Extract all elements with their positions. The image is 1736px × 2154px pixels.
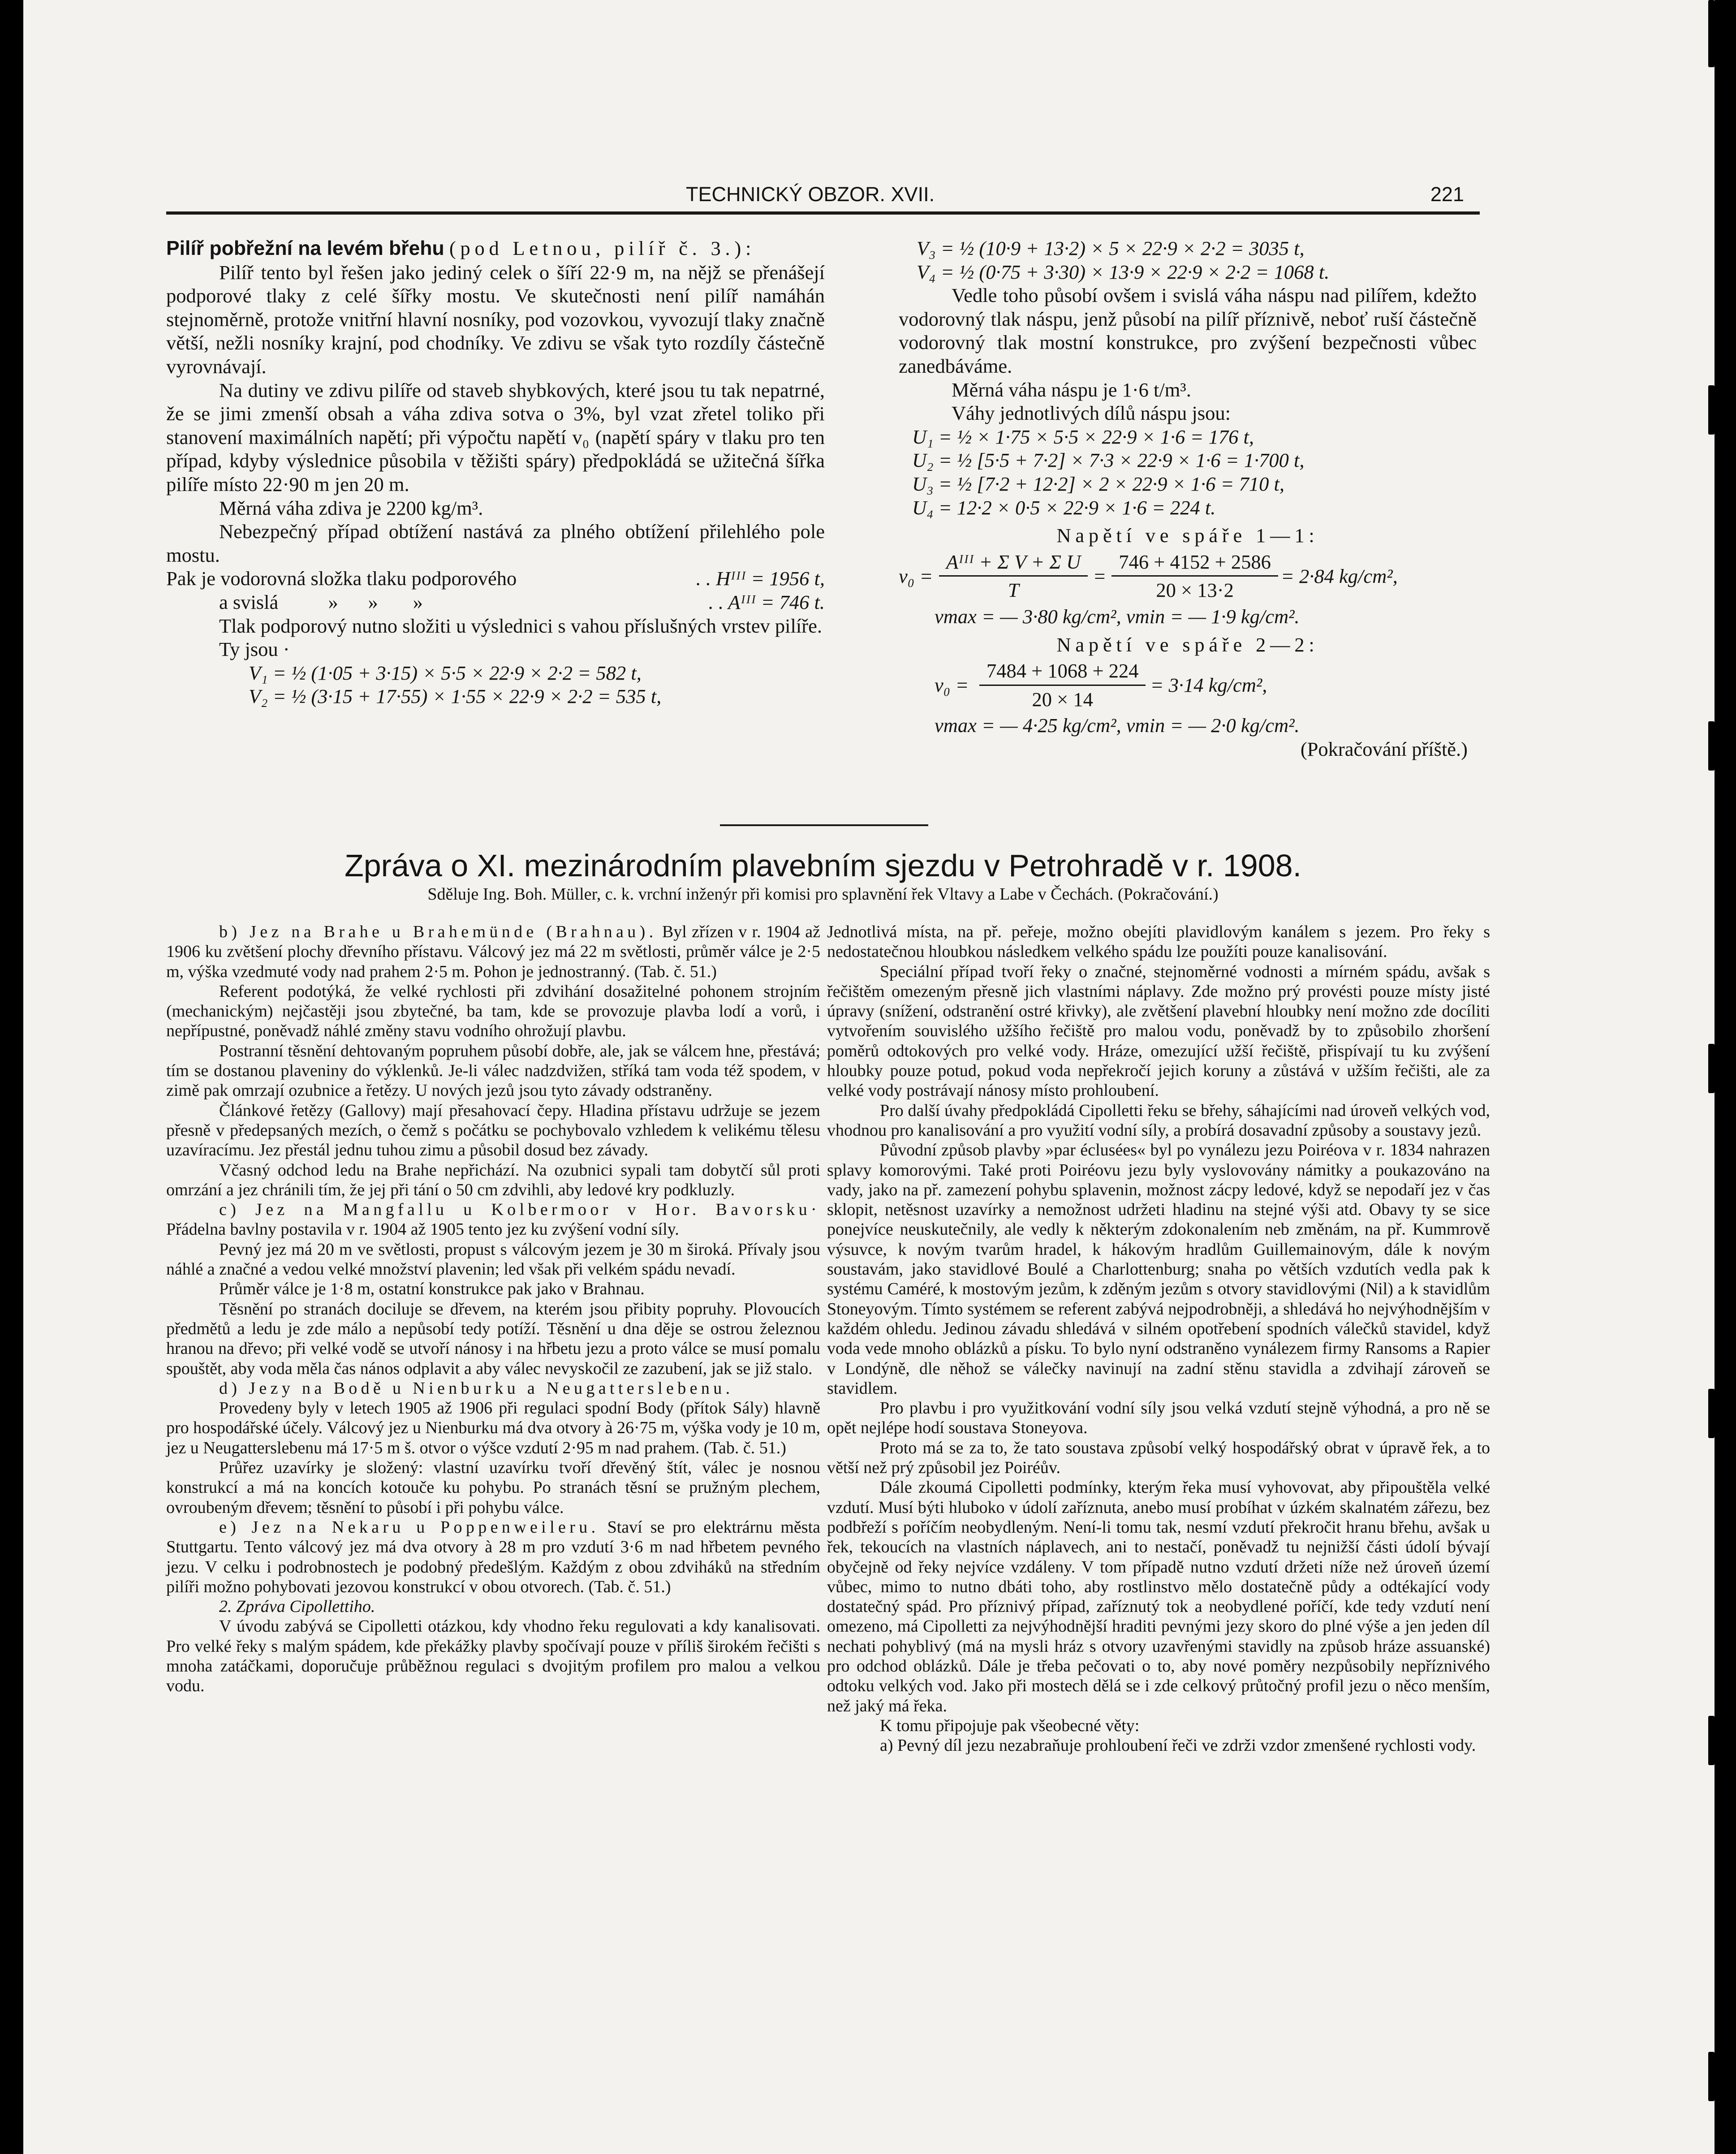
equation: V₃ = ½ (10·9 + 13·2) × 5 × 22·9 × 2·2 = 3035 t,: [917, 237, 1305, 259]
subsection: b) Jez na Brahe u Brahemünde (Brahnau). Byl zřízen v r. 1904 až 1906 ku zvětšení plochy dřevního přístavu. Válcový jez má 22 m světlosti, průměr válce je 2·5 m, výška vzedmuté vody nad prahem 2·5 m. Pohon je jednostranný. (Tab. č. 51.): [166, 922, 821, 981]
stress-heading: Napětí ve spáře 1—1:: [1056, 524, 1319, 547]
horizontal-force-line: Pak je vodorovná složka tlaku podporového . . Hᴵᴵᴵ = 1956 t,: [166, 567, 825, 590]
subsection: c) Jez na Mangfallu u Kolbermoor v Hor. Bavorsku· Přádelna bavlny postavila v r. 1904 až 1905 tento jez ku zvýšení vodní síly.: [166, 1200, 820, 1239]
equation: U₂ = ½ [5·5 + 7·2] × 7·3 × 22·9 × 1·6 = 1·700 t,: [912, 449, 1305, 472]
journal-page: [23, 0, 1714, 2154]
paragraph: Měrná váha zdiva je 2200 kg/m³.: [219, 496, 483, 519]
binding-mark: [1708, 1044, 1714, 1093]
article-title: Zpráva o XI. mezinárodním plavebním sjezdu v Petrohradě v r. 1908.: [344, 848, 1302, 883]
paragraph: Na dutiny ve zdivu pilíře od staveb shybkových, které jsou tu tak nepatrné, že se jimi zmenší obsah a váha zdiva sotva o 3%, byl vzat zřetel toliko při stanovení maximálních napětí; při výpočtu napětí v₀ (napětí spáry v tlaku pro ten případ, kdyby výslednice působila v těžišti spáry) předpokládá se užitečná šířka pilíře místo 22·90 m jen 20 m.: [166, 379, 825, 495]
paragraph: Článkové řetězy (Gallovy) mají přesahovací čepy. Hladina přístavu udržuje se jezem přesně v předepsaných mezích, o čemž s počátku se pochybovalo vzhledem k velikému tělesu uzavíracímu. Jez přestál jednu tuhou zimu a působil dosud bez závady.: [166, 1101, 820, 1160]
paragraph: Měrná váha náspu je 1·6 t/m³.: [952, 378, 1191, 401]
equation: V₄ = ½ (0·75 + 3·30) × 13·9 × 22·9 × 2·2 = 1068 t.: [917, 260, 1330, 283]
equation: U₃ = ½ [7·2 + 12·2] × 2 × 22·9 × 1·6 = 710 t,: [912, 472, 1285, 495]
paragraph: Průřez uzavírky je složený: vlastní uzavírku tvoří dřevěný štít, válec je nosnou konstrukcí a má na koncích kotouče ku pohybu. Po stranách těsní se pružným plechem, ovroubeným dřevem; těsnění to působí i při pohybu válce.: [166, 1458, 820, 1517]
list-item: a) Pevný díl jezu nezabraňuje prohloubení řeči ve zdrži vzdor zmenšené rychlosti vody.: [880, 1736, 1476, 1755]
stress-formula: v₀ = $\frac{\text{Aᴵᴵᴵ + Σ V + Σ U}}{T}$ = $\frac{746 + 4152 + 2586}{20 \times 13\cdot 2}$ = 2·84 kg/cm²,: [899, 550, 1398, 602]
stress-extremes: vmax = — 4·25 kg/cm², vmin = — 2·0 kg/cm².: [935, 714, 1300, 737]
paragraph: Původní způsob plavby »par éclusées« byl po vynálezu jezu Poiréova v r. 1834 nahrazen splavy komorovými. Také proti Poiréovu jezu byly vyslovovány námitky a poukazováno na vady, jako na př. zamezení pohybu splavenin, možnost zácpy ledové, když se nepodaří jez v čas sklopit, netěsnost uzavírky a nemožnost udržeti hladinu na stejné výši atd. Obavy ty se sice ponejvíce neuskutečnily, ale vedly k některým zdokonalením neb změnám, na př. Kummrově výsuvce, k novým tvarům hradel, k hákovým hradlům Guillemainovým, dále k novým soustavám, jako stavidlové Boulé a Charlottenburg; snaha po větších vzdutích vedla pak k systému Caméré, k mostovým jezům, k zděným jezům s otvory stavidlovými (Nil) a k stavidlům Stoneyovým. Tímto systémem se referent zabývá nejpodrobněji, a shledává ho nejvýhodnějším v každém ohledu. Jedinou závadu shledává v silném opotřebení spodních válečků stavidel, když voda vede mnoho oblázků a písku. To bylo nyní odstraněno vynálezem firmy Ransoms a Rapier v Londýně, dle něhož se válečky navinují na zadní stěnu stavidla a zdvihají zároveň se stavidlem.: [827, 1141, 1490, 1398]
paragraph: Váhy jednotlivých dílů náspu jsou:: [952, 402, 1231, 425]
paragraph: Průměr válce je 1·8 m, ostatní konstrukce pak jako v Brahnau.: [219, 1279, 645, 1299]
paragraph: Tlak podporový nutno složiti u výslednici s vahou příslušných vrstev pilíře.: [219, 614, 822, 637]
continued-note: (Pokračování příště.): [1300, 737, 1468, 760]
paragraph: Pro plavbu i pro využitkování vodní síly jsou velká vzdutí stejně výhodná, a pro ně se opět nejlépe hodí soustava Stoneyova.: [827, 1399, 1490, 1438]
paragraph: Proto má se za to, že tato soustava způsobí velký hospodářský obrat v úpravě řek, a to větší než prý způsobil jez Poiréův.: [827, 1438, 1490, 1478]
paragraph: Těsnění po stranách dociluje se dřevem, na kterém jsou přibity popruhy. Plovoucích předmětů a ledu je zde málo a nepůsobí tedy potíží. Těsnění u dna děje se ostrou železnou hranou na dřevo; při velké vodě se utvoří nánosy i na hřbetu jezu a proto válce se musí pomalu spouštět, aby voda měla čas nános odplavit a aby válec nevyskočil ze zazubení, jak se již stalo.: [166, 1299, 820, 1378]
binding-mark: [1708, 721, 1714, 771]
paragraph: Pilíř tento byl řešen jako jediný celek o šíří 22·9 m, na nějž se přenášejí podporové tlaky z celé šířky mostu. Ve skutečnosti není pilíř namáhán stejnoměrně, protože vnitřní hlavní nosníky, pod vozovkou, vyvozují tlaky značně větší, nežli nosníky krajní, pod chodníky. Ve zdivu se však tyto rozdíly částečně vyrovnávají.: [166, 261, 825, 378]
section-heading: 2. Zpráva Cipollettiho.: [219, 1597, 375, 1616]
page-number: 221: [1430, 183, 1464, 206]
equation: U₄ = 12·2 × 0·5 × 22·9 × 1·6 = 224 t.: [912, 496, 1216, 519]
paragraph: Pevný jez má 20 m ve světlosti, propust s válcovým jezem je 30 m široká. Přívaly jsou náhlé a značné a vedou velké množství plavenin; led však při velkém spádu nevadí.: [166, 1240, 820, 1279]
stress-extremes: vmax = — 3·80 kg/cm², vmin = — 1·9 kg/cm².: [935, 605, 1300, 628]
binding-mark: [1708, 1716, 1714, 1765]
article-byline: Sděluje Ing. Boh. Müller, c. k. vrchní inženýr při komisi pro splavnění řek Vltavy a Labe v Čechách. (Pokračování.): [427, 885, 1219, 904]
paragraph: K tomu připojuje pak všeobecné věty:: [880, 1716, 1140, 1735]
paragraph: Pro další úvahy předpokládá Cipolletti řeku se břehy, sáhajícími nad úroveň velkých vod, vhodnou pro kanalisování a pro využití vodní síly, a probírá dosavadní způsoby a soustavy jezů.: [827, 1101, 1490, 1140]
paragraph: Ty jsou ·: [219, 638, 290, 661]
paragraph: Dále zkoumá Cipolletti podmínky, kterým řeka musí vyhovovat, aby připouštěla velké vzdutí. Musí býti hluboko v údolí zaříznuta, anebo musí probíhat v úzkém skalnatém zářezu, bez podbřeží s poříčím neobydleným. Není-li tomu tak, nesmí vzdutí překročit hranu břehu, avšak u řek, tekoucích na vlastních náplavech, ani to nestačí, poněvadž tu nejnižší části údolí bývají obyčejně od řeky nejvíce vzdáleny. V tom případě nutno vzdutí držeti níže než úroveň území vůbec, mimo to nutno dbáti toho, aby rostlinstvo mělo dostatečně půdy a odtékající vody dostatečný spád. Pro příznivý případ, zaříznutý tok a neobydlené poříčí, kde tedy vzdutí není omezeno, má Cipolletti za nejvýhodnější hraditi pevnými jezy skoro do plné výše a jen jeden díl nechati pohyblivý (má na mysli hráz s otvory uzavřenými stavidly na způsob hráze assuanské) pro odchod oblázků. Dále je třeba pečovati o to, aby nové poměry nezpůsobily nepříznivého odtoku velkých vod. Jako při mostech dělá se i zde celkový průtočný profil jezu o něco menším, než jaký má řeka.: [827, 1478, 1490, 1715]
subsection: e) Jez na Nekaru u Poppenweileru. Staví se pro elektrárnu města Stuttgartu. Tento válcový jez má dva otvory à 28 m pro vzdutí 3·6 m nad hřbetem pevného jezu. V celku i podrobnostech je podobný předešlým. Každým z obou zdviháků na středním pilíři možno pohybovati jezovou konstrukcí v obou otvorech. (Tab. č. 51.): [166, 1517, 820, 1596]
paragraph: Speciální případ tvoří řeky o značné, stejnoměrné vodnosti a mírném spádu, avšak s řečištěm omezeným přesně jich vlastními náplavy. Zde možno prý provésti pouze místy jisté úpravy (snížení, odstranění ostré křivky), ale zvětšení plavební hloubky není možno zde docíliti vytvořením souvislého užšího řečiště pro malou vodu, poněvadž by to způsobilo zhoršení poměrů odtokových pro velké vody. Hráze, omezující užší řečiště, přispívají tu ku zvýšení hloubky pouze potud, pokud voda nepřekročí jejich koruny a zůstává v užším řečišti, ale za velké vody postrávají nánosy místo prohloubení.: [827, 962, 1490, 1100]
paragraph: Provedeny byly v letech 1905 až 1906 při regulaci spodní Body (přítok Sály) hlavně pro hospodářské účely. Válcový jez u Nienburku má dva otvory à 26·75 m, výška vody je 10 m, jez u Neugatterslebenu má 17·5 m š. otvor o výšce vzdutí 2·95 m nad prahem. (Tab. č. 51.): [166, 1399, 820, 1457]
pier-heading: Pilíř pobřežní na levém břehu (pod Letnou, pilíř č. 3.):: [166, 237, 756, 259]
paragraph: Referent podotýká, že velké rychlosti při zdvihání dosažitelné pohonem strojním (mechanickým) nejčastěji jsou zbytečné, ba tam, kde se provozuje plavba lodí a vorů, i nepřípustné, poněvadž náhlé změny stavu vodního ohrožují plavbu.: [166, 982, 820, 1041]
paragraph: Vedle toho působí ovšem i svislá váha náspu nad pilířem, kdežto vodorovný tlak náspu, jenž působí na pilíř příznivě, neboť ruší částečně vodorovný tlak mostní konstrukce, pro zvýšení bezpečnosti vůbec zanedbáváme.: [899, 284, 1477, 377]
binding-mark: [1708, 1389, 1714, 1438]
upper-left-column: [166, 237, 825, 708]
paragraph: V úvodu zabývá se Cipolletti otázkou, kdy vhodno řeku regulovati a kdy kanalisovati. Pro velké řeky s malým spádem, kde překážky plavby spočívají pouze v příliš širokém řečišti s mnoha zatáčkami, doporučuje průběžnou regulaci s dvojitým profilem pro malou a velkou vodu.: [166, 1617, 820, 1696]
binding-mark: [1708, 0, 1714, 67]
running-header: [166, 183, 1480, 210]
stress-formula: v₀ = $\frac{7484 + 1068 + 224}{20 \times 14}$ = 3·14 kg/cm²,: [935, 659, 1267, 711]
paragraph: Postranní těsnění dehtovaným popruhem působí dobře, ale, jak se válcem hne, přestává; tím se dostanou plaveniny do výklenků. Je-li válec nadzdvižen, stříká tam voda též spodem, v zimě pak omrzají ozubnice a řetězy. U nových jezů jsou tyto závady odstraněny.: [166, 1041, 820, 1100]
equation: U₁ = ½ × 1·75 × 5·5 × 22·9 × 1·6 = 176 t,: [912, 425, 1254, 448]
lower-right-column: [827, 922, 1490, 1755]
binding-mark: [1708, 2052, 1714, 2101]
paragraph: Včasný odchod ledu na Brahe nepřichází. Na ozubnici sypali tam dobytčí sůl proti omrzání a jez chránili tím, že jej při tání o 50 cm zdvihli, aby ledové kry podkluzly.: [166, 1160, 820, 1199]
vertical-force-line: a svislá » » » . . Aᴵᴵᴵ = 746 t.: [219, 590, 825, 613]
header-rule: [166, 211, 1480, 215]
paragraph: Jednotlivá místa, na př. peřeje, možno obejíti plavidlovým kanálem s jezem. Pro řeky s nedostatečnou hloubkou následkem velkého spádu lze použíti pouze kanalisování.: [827, 922, 1490, 961]
upper-right-column: [899, 237, 1477, 761]
subsection-heading: d) Jezy na Bodě u Nienburku a Neugatterslebenu.: [219, 1379, 734, 1398]
equation: V₁ = ½ (1·05 + 3·15) × 5·5 × 22·9 × 2·2 = 582 t,: [249, 661, 642, 684]
stress-heading: Napětí ve spáře 2—2:: [1056, 633, 1319, 656]
section-separator: [720, 824, 928, 826]
equation: V₂ = ½ (3·15 + 17·55) × 1·55 × 22·9 × 2·2 = 535 t,: [249, 685, 662, 708]
lower-left-column: [166, 922, 820, 1696]
paragraph: Nebezpečný případ obtížení nastává za plného obtížení přilehlého pole mostu.: [166, 520, 825, 566]
binding-mark: [1708, 385, 1714, 435]
journal-title: TECHNICKÝ OBZOR. XVII.: [686, 183, 935, 206]
